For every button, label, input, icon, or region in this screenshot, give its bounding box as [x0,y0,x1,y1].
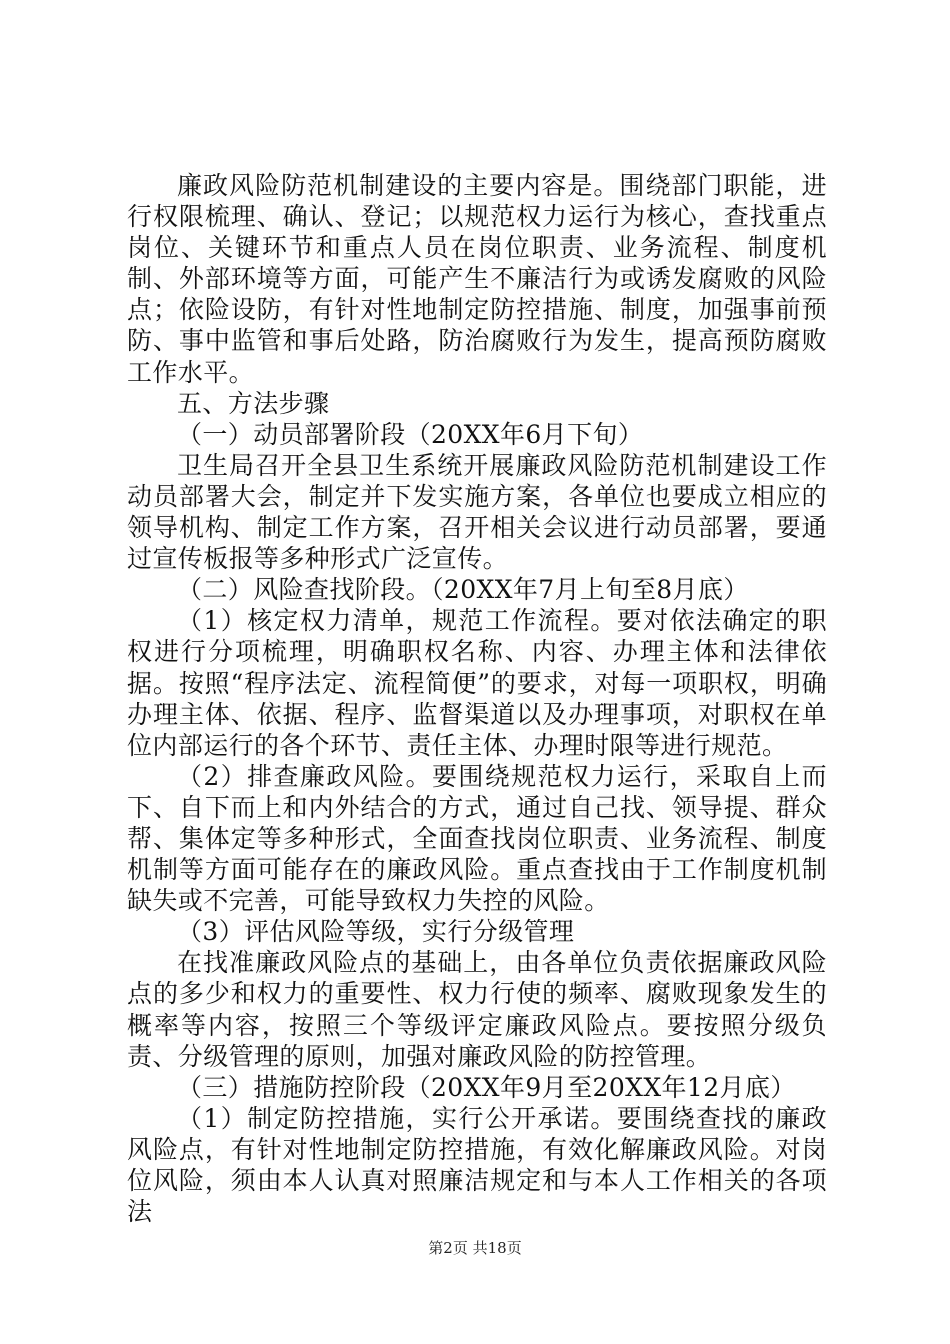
subheading-mobilization: （一）动员部署阶段（20XX年6月下旬） [177,419,644,449]
page-footer: 第2页 共18页 [428,1239,522,1257]
paragraph-mobilization: 卫生局召开全县卫生系统开展廉政风险防范机制建设工作动员部署大会，制定并下发实施方案，各单位也要成立相应的领导机构、制定工作方案，召开相关会议进行动员部署，要通过宣传板报等多种形式广泛宣传。 [127,450,827,574]
paragraph-risk-level: 在找准廉政风险点的基础上，由各单位负责依据廉政风险点的多少和权力的重要性、权力行使的频率、腐败现象发生的概率等内容，按照三个等级评定廉政风险点。要按照分级负责、分级管理的原则，加强对廉政风险的防控管理。 [127,948,827,1071]
paragraph-risk-check: （2）排查廉政风险。要围绕规范权力运行，采取自上而下、自下而上和内外结合的方式，通过自己找、领导提、群众帮、集体定等多种形式，全面查找岗位职责、业务流程、制度机制等方面可能存在的廉政风险。重点查找由于工作制度机制缺失或不完善，可能导致权力失控的风险。 [127,761,827,916]
subheading-risk-finding: （二）风险查找阶段。（20XX年7月上旬至8月底） [177,575,749,605]
paragraph-content-intro: 廉政风险防范机制建设的主要内容是。围绕部门职能，进行权限梳理、确认、登记；以规范权力运行为核心，查找重点岗位、关键环节和重点人员在岗位职责、业务流程、制度机制、外部环境等方面，可能产生不廉洁行为或诱发腐败的风险点；依险设防，有针对性地制定防控措施、制度，加强事前预防、事中监管和事后处路，防治腐败行为发生，提高预防腐败工作水平。 [127,171,827,387]
subheading-risk-level: （3）评估风险等级，实行分级管理 [177,917,575,947]
paragraph-prevention-measures: （1）制定防控措施，实行公开承诺。要围绕查找的廉政风险点，有针对性地制定防控措施，有效化解廉政风险。对岗位风险，须由本人认真对照廉洁规定和与本人工作相关的各项法 [127,1103,827,1227]
document-body [127,170,827,1227]
paragraph-power-list: （1）核定权力清单，规范工作流程。要对依法确定的职权进行分项梳理，明确职权名称、内容、办理主体和法律依据。按照“程序法定、流程简便”的要求，对每一项职权，明确办理主体、依据、程序、监督渠道以及办理事项，对职权在单位内部运行的各个环节、责任主体、办理时限等进行规范。 [127,606,827,760]
subheading-prevention: （三）措施防控阶段（20XX年9月至20XX年12月底） [177,1072,796,1102]
section-heading-methods: 五、方法步骤 [177,388,330,418]
